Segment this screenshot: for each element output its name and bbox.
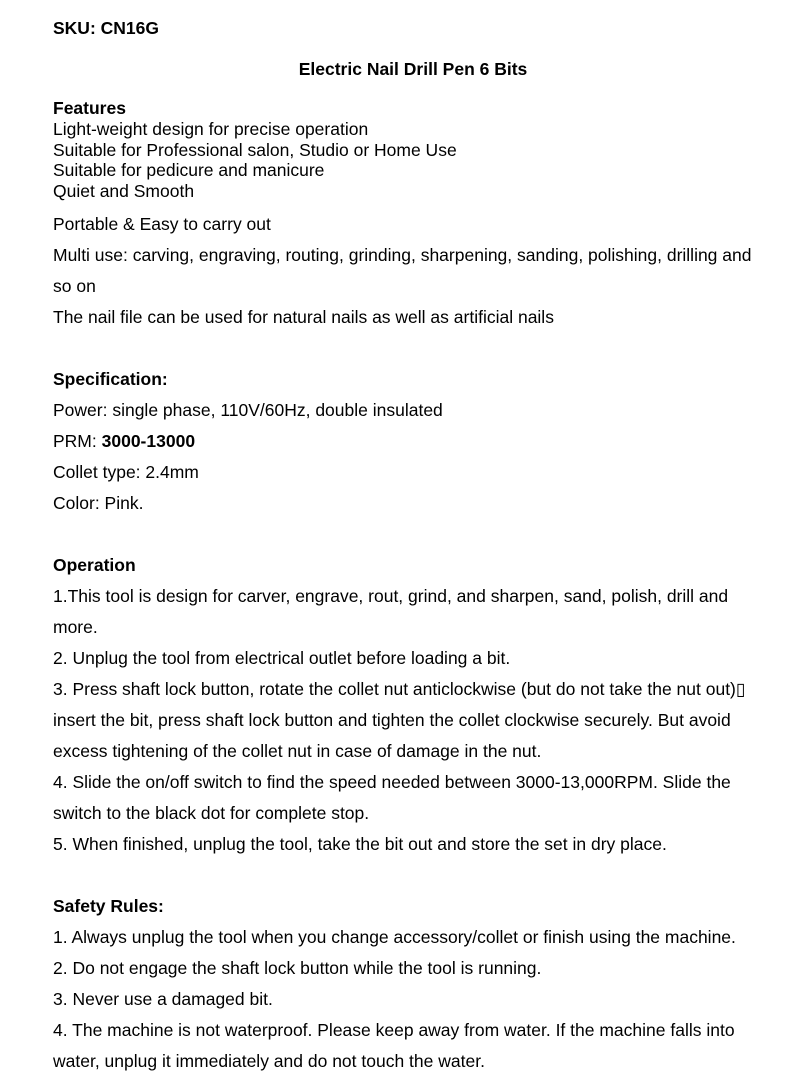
feature-item: Portable & Easy to carry out bbox=[53, 213, 271, 234]
spec-prm-value: 3000-13000 bbox=[101, 430, 196, 451]
spacer bbox=[53, 519, 773, 550]
feature-item: Multi use: carving, engraving, routing, grinding, sharpening, sanding, polishing, drilling and so on bbox=[53, 244, 752, 296]
operation-step: 1.This tool is design for carver, engrave, rout, grind, and sharpen, sand, polish, drill and more. bbox=[53, 585, 729, 637]
feature-item: The nail file can be used for natural nails as well as artificial nails bbox=[53, 306, 554, 327]
document-page bbox=[53, 16, 773, 1077]
spec-color: Color: Pink. bbox=[53, 492, 144, 513]
spec-prm bbox=[53, 426, 773, 457]
spec-collet: Collet type: 2.4mm bbox=[53, 461, 199, 482]
features-heading: Features bbox=[53, 98, 126, 118]
safety-rule: 4. The machine is not waterproof. Please keep away from water. If the machine falls into water, unplug it immediately and do not touch the water. bbox=[53, 1019, 735, 1071]
operation-heading: Operation bbox=[53, 554, 136, 575]
operation-step: 5. When finished, unplug the tool, take the bit out and store the set in dry place. bbox=[53, 833, 667, 854]
safety-rule: 3. Never use a damaged bit. bbox=[53, 988, 273, 1009]
operation-step: 4. Slide the on/off switch to find the speed needed between 3000-13,000RPM. Slide the switch to the black dot for complete stop. bbox=[53, 771, 731, 823]
document-title: Electric Nail Drill Pen 6 Bits bbox=[298, 59, 528, 79]
sku-line: SKU: CN16G bbox=[53, 18, 159, 38]
spacer bbox=[53, 333, 773, 364]
feature-item: Suitable for pedicure and manicure bbox=[53, 160, 325, 181]
spec-power: Power: single phase, 110V/60Hz, double insulated bbox=[53, 399, 443, 420]
feature-item: Suitable for Professional salon, Studio or Home Use bbox=[53, 139, 457, 160]
safety-section bbox=[53, 891, 773, 1077]
operation-section bbox=[53, 550, 773, 860]
features-section bbox=[53, 98, 773, 333]
spec-prm-label: PRM: bbox=[53, 430, 102, 451]
specification-section bbox=[53, 364, 773, 519]
safety-rule: 2. Do not engage the shaft lock button while the tool is running. bbox=[53, 957, 542, 978]
safety-rule: 1. Always unplug the tool when you change accessory/collet or finish using the machine. bbox=[53, 926, 736, 947]
feature-item: Quiet and Smooth bbox=[53, 181, 195, 202]
feature-item: Light-weight design for precise operation bbox=[53, 119, 369, 139]
safety-heading: Safety Rules: bbox=[53, 895, 164, 916]
operation-step: 3. Press shaft lock button, rotate the collet nut anticlockwise (but do not take the nut out)▯ insert the bit, press shaft lock button and tighten the collet clockwise securely. But avoid excess tightening of the collet nut in case of damage in the nut. bbox=[53, 678, 746, 761]
specification-heading: Specification: bbox=[53, 368, 168, 389]
spacer bbox=[53, 860, 773, 891]
operation-step: 2. Unplug the tool from electrical outlet before loading a bit. bbox=[53, 647, 511, 668]
